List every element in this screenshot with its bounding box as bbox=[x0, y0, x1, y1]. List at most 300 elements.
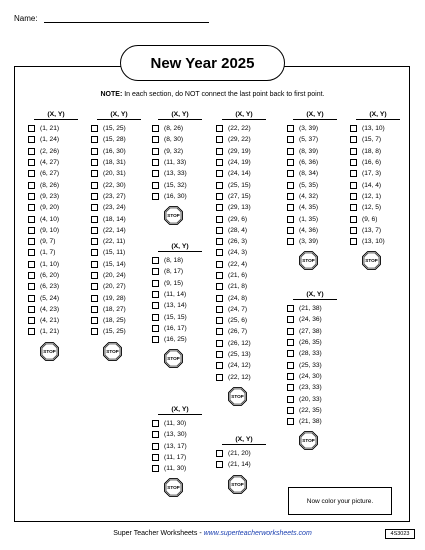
point-checkbox[interactable] bbox=[152, 268, 159, 275]
name-row bbox=[14, 14, 209, 23]
point-checkbox[interactable] bbox=[91, 283, 98, 290]
coordinate-section bbox=[28, 111, 84, 361]
point-label: (1, 10) bbox=[40, 260, 60, 268]
stop-sign-icon bbox=[103, 342, 122, 361]
point-label: (12, 5) bbox=[362, 204, 382, 212]
coordinate-section bbox=[350, 111, 406, 270]
point-label: (4, 10) bbox=[40, 215, 60, 223]
point-label: (18, 14) bbox=[103, 215, 126, 223]
point-checkbox[interactable] bbox=[28, 238, 35, 245]
section-header: (X, Y) bbox=[293, 111, 337, 120]
point-row bbox=[287, 371, 343, 382]
point-row bbox=[91, 304, 147, 315]
stop-label: STOP bbox=[302, 438, 315, 444]
point-row bbox=[350, 225, 406, 236]
page-title: New Year 2025 bbox=[120, 45, 285, 81]
point-label: (24, 12) bbox=[228, 362, 251, 370]
point-label: (24, 7) bbox=[228, 305, 248, 313]
point-checkbox[interactable] bbox=[28, 136, 35, 143]
point-row bbox=[28, 225, 84, 236]
point-label: (24, 19) bbox=[228, 159, 251, 167]
point-label: (29, 6) bbox=[228, 215, 248, 223]
point-checkbox[interactable] bbox=[28, 295, 35, 302]
point-label: (6, 20) bbox=[40, 272, 60, 279]
name-line[interactable] bbox=[44, 15, 209, 23]
point-checkbox[interactable] bbox=[152, 314, 159, 321]
point-checkbox[interactable] bbox=[91, 306, 98, 313]
point-checkbox[interactable] bbox=[287, 204, 294, 211]
point-row bbox=[216, 157, 272, 168]
point-label: (21, 6) bbox=[228, 272, 248, 279]
point-checkbox[interactable] bbox=[216, 362, 223, 369]
point-row bbox=[91, 123, 147, 134]
point-label: (21, 38) bbox=[299, 305, 322, 313]
point-checkbox[interactable] bbox=[216, 272, 223, 279]
point-checkbox[interactable] bbox=[216, 159, 223, 166]
point-row bbox=[287, 393, 343, 404]
note-lead: NOTE: bbox=[100, 91, 123, 98]
point-label: (15, 14) bbox=[103, 260, 126, 268]
point-row bbox=[287, 359, 343, 370]
stop-label: STOP bbox=[231, 481, 244, 487]
point-checkbox[interactable] bbox=[152, 125, 159, 132]
point-checkbox[interactable] bbox=[216, 170, 223, 177]
point-row bbox=[350, 213, 406, 224]
point-checkbox[interactable] bbox=[91, 328, 98, 335]
point-row bbox=[28, 259, 84, 270]
point-checkbox[interactable] bbox=[28, 216, 35, 223]
point-label: (17, 3) bbox=[362, 170, 382, 178]
point-checkbox[interactable] bbox=[287, 216, 294, 223]
point-label: (18, 27) bbox=[103, 305, 126, 313]
point-checkbox[interactable] bbox=[152, 280, 159, 287]
point-checkbox[interactable] bbox=[91, 204, 98, 211]
point-row bbox=[216, 326, 272, 337]
point-row bbox=[216, 236, 272, 247]
point-label: (27, 15) bbox=[228, 192, 251, 200]
point-row bbox=[28, 134, 84, 145]
point-checkbox[interactable] bbox=[216, 193, 223, 200]
point-row bbox=[216, 360, 272, 371]
point-checkbox[interactable] bbox=[216, 204, 223, 211]
point-checkbox[interactable] bbox=[287, 170, 294, 177]
point-row bbox=[28, 281, 84, 292]
point-checkbox[interactable] bbox=[350, 170, 357, 177]
point-row bbox=[28, 304, 84, 315]
point-row bbox=[152, 146, 208, 157]
coordinate-section bbox=[287, 291, 343, 450]
point-label: (28, 4) bbox=[228, 226, 248, 234]
point-checkbox[interactable] bbox=[350, 182, 357, 189]
point-checkbox[interactable] bbox=[91, 272, 98, 279]
point-row bbox=[216, 315, 272, 326]
point-checkbox[interactable] bbox=[350, 227, 357, 234]
point-label: (3, 39) bbox=[299, 238, 319, 246]
point-checkbox[interactable] bbox=[287, 238, 294, 245]
point-checkbox[interactable] bbox=[287, 136, 294, 143]
point-label: (26, 35) bbox=[299, 339, 322, 347]
point-row bbox=[152, 191, 208, 202]
point-checkbox[interactable] bbox=[152, 193, 159, 200]
point-label: (29, 13) bbox=[228, 204, 251, 212]
point-checkbox[interactable] bbox=[216, 317, 223, 324]
point-checkbox[interactable] bbox=[28, 317, 35, 324]
point-checkbox[interactable] bbox=[216, 295, 223, 302]
point-label: (26, 12) bbox=[228, 339, 251, 347]
point-row bbox=[152, 311, 208, 322]
point-row bbox=[287, 179, 343, 190]
point-checkbox[interactable] bbox=[350, 125, 357, 132]
point-row bbox=[287, 314, 343, 325]
point-row bbox=[287, 236, 343, 247]
point-row bbox=[152, 418, 208, 429]
point-row bbox=[28, 315, 84, 326]
point-row bbox=[91, 236, 147, 247]
point-label: (9, 15) bbox=[164, 279, 184, 287]
point-row bbox=[216, 448, 272, 459]
point-row bbox=[28, 292, 84, 303]
point-checkbox[interactable] bbox=[28, 227, 35, 234]
point-label: (4, 21) bbox=[40, 317, 60, 325]
point-checkbox[interactable] bbox=[216, 249, 223, 256]
point-checkbox[interactable] bbox=[350, 136, 357, 143]
point-label: (8, 34) bbox=[299, 170, 319, 178]
point-label: (1, 21) bbox=[40, 125, 60, 133]
point-checkbox[interactable] bbox=[216, 261, 223, 268]
point-checkbox[interactable] bbox=[152, 336, 159, 343]
point-label: (1, 21) bbox=[40, 328, 60, 336]
point-label: (13, 10) bbox=[362, 238, 385, 246]
point-row bbox=[216, 247, 272, 258]
point-checkbox[interactable] bbox=[152, 291, 159, 298]
stop-label: STOP bbox=[43, 348, 56, 354]
point-checkbox[interactable] bbox=[28, 306, 35, 313]
point-label: (9, 10) bbox=[40, 226, 60, 234]
point-row bbox=[28, 213, 84, 224]
point-row bbox=[91, 157, 147, 168]
point-checkbox[interactable] bbox=[91, 159, 98, 166]
point-label: (22, 22) bbox=[228, 125, 251, 133]
point-label: (4, 35) bbox=[299, 204, 319, 212]
point-row bbox=[152, 255, 208, 266]
point-row bbox=[28, 236, 84, 247]
point-checkbox[interactable] bbox=[350, 193, 357, 200]
point-checkbox[interactable] bbox=[152, 170, 159, 177]
point-checkbox[interactable] bbox=[28, 261, 35, 268]
point-label: (6, 36) bbox=[299, 159, 319, 167]
point-checkbox[interactable] bbox=[91, 249, 98, 256]
point-checkbox[interactable] bbox=[91, 170, 98, 177]
coordinate-section bbox=[152, 406, 208, 497]
point-row bbox=[287, 157, 343, 168]
point-checkbox[interactable] bbox=[91, 125, 98, 132]
point-row bbox=[216, 372, 272, 383]
point-checkbox[interactable] bbox=[91, 238, 98, 245]
section-header: (X, Y) bbox=[222, 436, 266, 445]
point-checkbox[interactable] bbox=[152, 443, 159, 450]
stop-sign-icon bbox=[164, 478, 183, 497]
point-checkbox[interactable] bbox=[152, 465, 159, 472]
point-row bbox=[350, 146, 406, 157]
point-row bbox=[28, 146, 84, 157]
point-checkbox[interactable] bbox=[287, 362, 294, 369]
point-row bbox=[28, 123, 84, 134]
point-row bbox=[91, 168, 147, 179]
point-checkbox[interactable] bbox=[287, 339, 294, 346]
point-row bbox=[287, 303, 343, 314]
point-row bbox=[152, 289, 208, 300]
point-label: (21, 8) bbox=[228, 283, 248, 291]
point-label: (24, 14) bbox=[228, 170, 251, 178]
point-checkbox[interactable] bbox=[216, 306, 223, 313]
point-row bbox=[287, 213, 343, 224]
point-row bbox=[152, 334, 208, 345]
point-label: (23, 27) bbox=[103, 192, 126, 200]
stop-sign-icon bbox=[228, 387, 247, 406]
point-checkbox[interactable] bbox=[28, 272, 35, 279]
point-row bbox=[152, 134, 208, 145]
point-checkbox[interactable] bbox=[287, 384, 294, 391]
stop-sign-icon bbox=[40, 342, 59, 361]
point-checkbox[interactable] bbox=[350, 148, 357, 155]
point-row bbox=[91, 247, 147, 258]
point-checkbox[interactable] bbox=[28, 249, 35, 256]
stop-sign-icon bbox=[299, 431, 318, 450]
point-label: (15, 7) bbox=[362, 136, 382, 144]
point-checkbox[interactable] bbox=[91, 193, 98, 200]
point-checkbox[interactable] bbox=[350, 238, 357, 245]
point-checkbox[interactable] bbox=[287, 316, 294, 323]
point-checkbox[interactable] bbox=[91, 295, 98, 302]
point-row bbox=[216, 123, 272, 134]
point-row bbox=[350, 157, 406, 168]
point-label: (1, 7) bbox=[40, 249, 56, 257]
point-label: (5, 35) bbox=[299, 181, 319, 189]
point-label: (15, 25) bbox=[103, 328, 126, 336]
section-header: (X, Y) bbox=[34, 111, 78, 120]
point-label: (8, 39) bbox=[299, 147, 319, 155]
point-checkbox[interactable] bbox=[152, 136, 159, 143]
point-row bbox=[91, 213, 147, 224]
point-label: (6, 23) bbox=[40, 283, 60, 291]
stop-label: STOP bbox=[167, 213, 180, 219]
point-row bbox=[216, 213, 272, 224]
point-label: (24, 8) bbox=[228, 294, 248, 302]
point-row bbox=[216, 191, 272, 202]
point-label: (2, 26) bbox=[40, 147, 60, 155]
stop-label: STOP bbox=[365, 258, 378, 264]
point-label: (6, 27) bbox=[40, 170, 60, 178]
section-header: (X, Y) bbox=[356, 111, 400, 120]
section-header: (X, Y) bbox=[97, 111, 141, 120]
point-label: (29, 19) bbox=[228, 147, 251, 155]
point-label: (18, 25) bbox=[103, 317, 126, 325]
point-checkbox[interactable] bbox=[28, 193, 35, 200]
point-checkbox[interactable] bbox=[350, 159, 357, 166]
point-label: (25, 15) bbox=[228, 181, 251, 189]
point-checkbox[interactable] bbox=[216, 136, 223, 143]
point-row bbox=[287, 168, 343, 179]
stop-label: STOP bbox=[106, 348, 119, 354]
point-checkbox[interactable] bbox=[287, 350, 294, 357]
point-checkbox[interactable] bbox=[287, 373, 294, 380]
point-row bbox=[216, 134, 272, 145]
point-row bbox=[216, 349, 272, 360]
note-text: In each section, do NOT connect the last point back to first point. bbox=[122, 91, 325, 98]
point-label: (24, 36) bbox=[299, 316, 322, 324]
point-label: (15, 28) bbox=[103, 136, 126, 144]
point-checkbox[interactable] bbox=[216, 461, 223, 468]
point-checkbox[interactable] bbox=[287, 418, 294, 425]
point-checkbox[interactable] bbox=[287, 159, 294, 166]
point-checkbox[interactable] bbox=[287, 396, 294, 403]
point-label: (21, 14) bbox=[228, 461, 251, 469]
point-row bbox=[287, 134, 343, 145]
point-row bbox=[216, 281, 272, 292]
point-row bbox=[91, 225, 147, 236]
point-label: (8, 18) bbox=[164, 257, 184, 265]
point-checkbox[interactable] bbox=[287, 227, 294, 234]
point-checkbox[interactable] bbox=[216, 227, 223, 234]
stop-label: STOP bbox=[302, 258, 315, 264]
footer-brand: Super Teacher Worksheets bbox=[113, 530, 198, 537]
point-checkbox[interactable] bbox=[28, 182, 35, 189]
point-checkbox[interactable] bbox=[216, 374, 223, 381]
point-label: (13, 14) bbox=[164, 302, 187, 310]
point-checkbox[interactable] bbox=[28, 328, 35, 335]
point-checkbox[interactable] bbox=[28, 204, 35, 211]
point-label: (5, 24) bbox=[40, 294, 60, 302]
point-checkbox[interactable] bbox=[152, 148, 159, 155]
point-checkbox[interactable] bbox=[152, 431, 159, 438]
point-label: (16, 17) bbox=[164, 324, 187, 332]
point-checkbox[interactable] bbox=[287, 148, 294, 155]
point-checkbox[interactable] bbox=[350, 204, 357, 211]
point-checkbox[interactable] bbox=[287, 125, 294, 132]
point-checkbox[interactable] bbox=[216, 283, 223, 290]
point-checkbox[interactable] bbox=[287, 193, 294, 200]
point-row bbox=[152, 278, 208, 289]
point-checkbox[interactable] bbox=[216, 125, 223, 132]
point-label: (13, 17) bbox=[164, 442, 187, 450]
color-instruction-box: Now color your picture. bbox=[288, 487, 392, 515]
point-row bbox=[91, 146, 147, 157]
point-row bbox=[287, 191, 343, 202]
point-row bbox=[287, 326, 343, 337]
point-label: (9, 20) bbox=[40, 204, 60, 212]
section-header: (X, Y) bbox=[158, 243, 202, 252]
point-row bbox=[216, 146, 272, 157]
point-checkbox[interactable] bbox=[28, 148, 35, 155]
point-checkbox[interactable] bbox=[216, 148, 223, 155]
point-checkbox[interactable] bbox=[216, 351, 223, 358]
point-checkbox[interactable] bbox=[91, 216, 98, 223]
point-label: (8, 26) bbox=[40, 181, 60, 189]
point-checkbox[interactable] bbox=[287, 305, 294, 312]
point-checkbox[interactable] bbox=[28, 283, 35, 290]
point-label: (22, 12) bbox=[228, 373, 251, 381]
point-row bbox=[91, 315, 147, 326]
point-label: (14, 4) bbox=[362, 181, 382, 189]
point-checkbox[interactable] bbox=[216, 340, 223, 347]
point-row bbox=[91, 292, 147, 303]
point-row bbox=[28, 326, 84, 337]
point-row bbox=[216, 168, 272, 179]
point-row bbox=[152, 463, 208, 474]
section-header: (X, Y) bbox=[222, 111, 266, 120]
name-label: Name: bbox=[14, 14, 38, 23]
point-label: (26, 7) bbox=[228, 328, 248, 336]
point-checkbox[interactable] bbox=[91, 182, 98, 189]
point-label: (9, 23) bbox=[40, 192, 60, 200]
point-row bbox=[287, 416, 343, 427]
point-label: (16, 30) bbox=[164, 192, 187, 200]
point-checkbox[interactable] bbox=[350, 216, 357, 223]
section-header: (X, Y) bbox=[158, 111, 202, 120]
instruction-note bbox=[0, 91, 425, 98]
point-checkbox[interactable] bbox=[91, 227, 98, 234]
coordinate-section bbox=[91, 111, 147, 361]
point-row bbox=[350, 191, 406, 202]
point-checkbox[interactable] bbox=[28, 125, 35, 132]
point-checkbox[interactable] bbox=[152, 159, 159, 166]
point-row bbox=[91, 134, 147, 145]
point-checkbox[interactable] bbox=[216, 216, 223, 223]
point-label: (11, 33) bbox=[164, 159, 187, 167]
point-checkbox[interactable] bbox=[28, 159, 35, 166]
coordinate-section bbox=[152, 243, 208, 368]
point-checkbox[interactable] bbox=[216, 328, 223, 335]
point-checkbox[interactable] bbox=[152, 325, 159, 332]
stop-label: STOP bbox=[167, 485, 180, 491]
point-checkbox[interactable] bbox=[216, 182, 223, 189]
stop-sign-icon bbox=[164, 349, 183, 368]
point-row bbox=[28, 270, 84, 281]
point-row bbox=[216, 459, 272, 470]
point-checkbox[interactable] bbox=[287, 182, 294, 189]
point-checkbox[interactable] bbox=[152, 182, 159, 189]
point-row bbox=[287, 382, 343, 393]
point-label: (13, 10) bbox=[362, 125, 385, 133]
point-checkbox[interactable] bbox=[216, 238, 223, 245]
point-checkbox[interactable] bbox=[91, 317, 98, 324]
point-checkbox[interactable] bbox=[287, 407, 294, 414]
point-checkbox[interactable] bbox=[152, 454, 159, 461]
footer-url[interactable]: www.superteacherworksheets.com bbox=[203, 530, 312, 537]
point-checkbox[interactable] bbox=[152, 420, 159, 427]
point-label: (20, 33) bbox=[299, 395, 322, 403]
section-header: (X, Y) bbox=[158, 406, 202, 415]
point-checkbox[interactable] bbox=[91, 261, 98, 268]
point-row bbox=[350, 168, 406, 179]
point-checkbox[interactable] bbox=[28, 170, 35, 177]
point-row bbox=[28, 168, 84, 179]
point-checkbox[interactable] bbox=[287, 328, 294, 335]
point-checkbox[interactable] bbox=[152, 257, 159, 264]
point-row bbox=[91, 259, 147, 270]
point-checkbox[interactable] bbox=[91, 148, 98, 155]
point-row bbox=[91, 326, 147, 337]
point-label: (11, 30) bbox=[164, 420, 187, 428]
point-checkbox[interactable] bbox=[91, 136, 98, 143]
point-label: (16, 30) bbox=[103, 147, 126, 155]
point-checkbox[interactable] bbox=[216, 450, 223, 457]
point-label: (23, 24) bbox=[103, 204, 126, 212]
point-checkbox[interactable] bbox=[152, 302, 159, 309]
point-label: (3, 39) bbox=[299, 125, 319, 133]
point-label: (4, 32) bbox=[299, 192, 319, 200]
point-label: (15, 32) bbox=[164, 181, 187, 189]
